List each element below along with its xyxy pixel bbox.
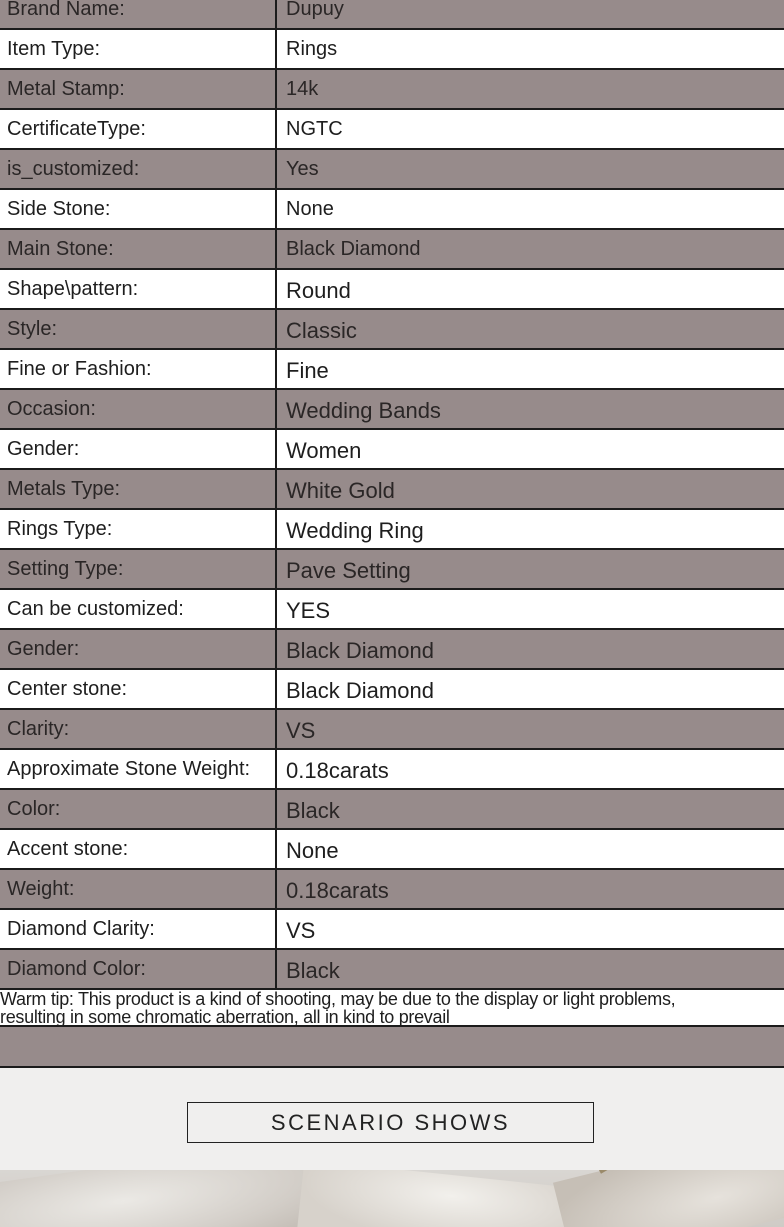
spec-row: [0, 350, 784, 390]
spec-value: YES: [286, 597, 331, 623]
spec-label: Style:: [0, 310, 277, 348]
spec-label: Metals Type:: [0, 470, 277, 508]
spec-value: Black Diamond: [286, 677, 434, 703]
spec-row: [0, 670, 784, 710]
spec-value: Dupuy: [286, 0, 344, 20]
spec-row: [0, 150, 784, 190]
spec-label: Side Stone:: [0, 190, 277, 228]
spec-label: CertificateType:: [0, 110, 277, 148]
spec-label: Brand Name:: [0, 0, 277, 28]
spec-label: Gender:: [0, 630, 277, 668]
spec-label: Gender:: [0, 430, 277, 468]
spec-label: Can be customized:: [0, 590, 277, 628]
spec-value: NGTC: [286, 118, 343, 140]
spec-row: [0, 790, 784, 830]
spec-label: Setting Type:: [0, 550, 277, 588]
spec-value: Black: [286, 957, 340, 983]
spec-row: [0, 950, 784, 990]
spec-row: [0, 190, 784, 230]
warm-tip-line-1: Warm tip: This product is a kind of shooting, may be due to the display or light problems,: [0, 989, 676, 1009]
spec-label: Approximate Stone Weight:: [0, 750, 277, 788]
spec-row: [0, 270, 784, 310]
spec-row: [0, 750, 784, 790]
spec-row: [0, 430, 784, 470]
spec-value: Black Diamond: [286, 637, 434, 663]
spec-label: Diamond Clarity:: [0, 910, 277, 948]
spec-label: Occasion:: [0, 390, 277, 428]
spec-value: VS: [286, 717, 316, 743]
spec-label: Clarity:: [0, 710, 277, 748]
spec-row: [0, 630, 784, 670]
spec-row: [0, 110, 784, 150]
spec-label: Accent stone:: [0, 830, 277, 868]
spec-value: Fine: [286, 357, 329, 383]
spec-row: [0, 390, 784, 430]
spec-row: [0, 230, 784, 270]
empty-divider-bar: [0, 1027, 784, 1068]
spec-value: None: [286, 837, 339, 863]
spec-row: [0, 590, 784, 630]
spec-value: Pave Setting: [286, 557, 411, 583]
spec-label: Color:: [0, 790, 277, 828]
spec-label: Weight:: [0, 870, 277, 908]
spec-value: 0.18carats: [286, 877, 389, 903]
spec-row: [0, 310, 784, 350]
warm-tip: [0, 990, 784, 1027]
spec-label: Metal Stamp:: [0, 70, 277, 108]
warm-tip-line-2: resulting in some chromatic aberration, all in kind to prevail: [0, 1007, 450, 1027]
spec-value: Classic: [286, 317, 357, 343]
spec-row: [0, 550, 784, 590]
spec-value: Wedding Bands: [286, 397, 441, 423]
spec-value: Wedding Ring: [286, 517, 424, 543]
spec-label: is_customized:: [0, 150, 277, 188]
spec-row: [0, 470, 784, 510]
spec-label: Shape\pattern:: [0, 270, 277, 308]
spec-row: [0, 710, 784, 750]
spec-row: [0, 910, 784, 950]
spec-row: [0, 70, 784, 110]
spec-label: Center stone:: [0, 670, 277, 708]
spec-label: Fine or Fashion:: [0, 350, 277, 388]
spec-label: Diamond Color:: [0, 950, 277, 988]
spec-row: [0, 870, 784, 910]
scenario-shows-heading: SCENARIO SHOWS: [187, 1102, 594, 1143]
spec-label: Rings Type:: [0, 510, 277, 548]
spec-label: Item Type:: [0, 30, 277, 68]
spec-row: [0, 0, 784, 30]
spec-row: [0, 510, 784, 550]
spec-value: Round: [286, 277, 351, 303]
spec-row: [0, 30, 784, 70]
spec-value: Rings: [286, 38, 338, 60]
spec-value: White Gold: [286, 477, 395, 503]
spec-value: VS: [286, 917, 316, 943]
spec-value: Black Diamond: [286, 238, 421, 260]
scenario-photo: [0, 1170, 784, 1227]
spec-value: Yes: [286, 158, 319, 180]
spec-row: [0, 830, 784, 870]
spec-label: Main Stone:: [0, 230, 277, 268]
spec-value: Women: [286, 437, 362, 463]
spec-value: 0.18carats: [286, 757, 389, 783]
spec-value: Black: [286, 797, 340, 823]
spec-value: None: [286, 198, 334, 220]
spec-value: 14k: [286, 78, 319, 100]
